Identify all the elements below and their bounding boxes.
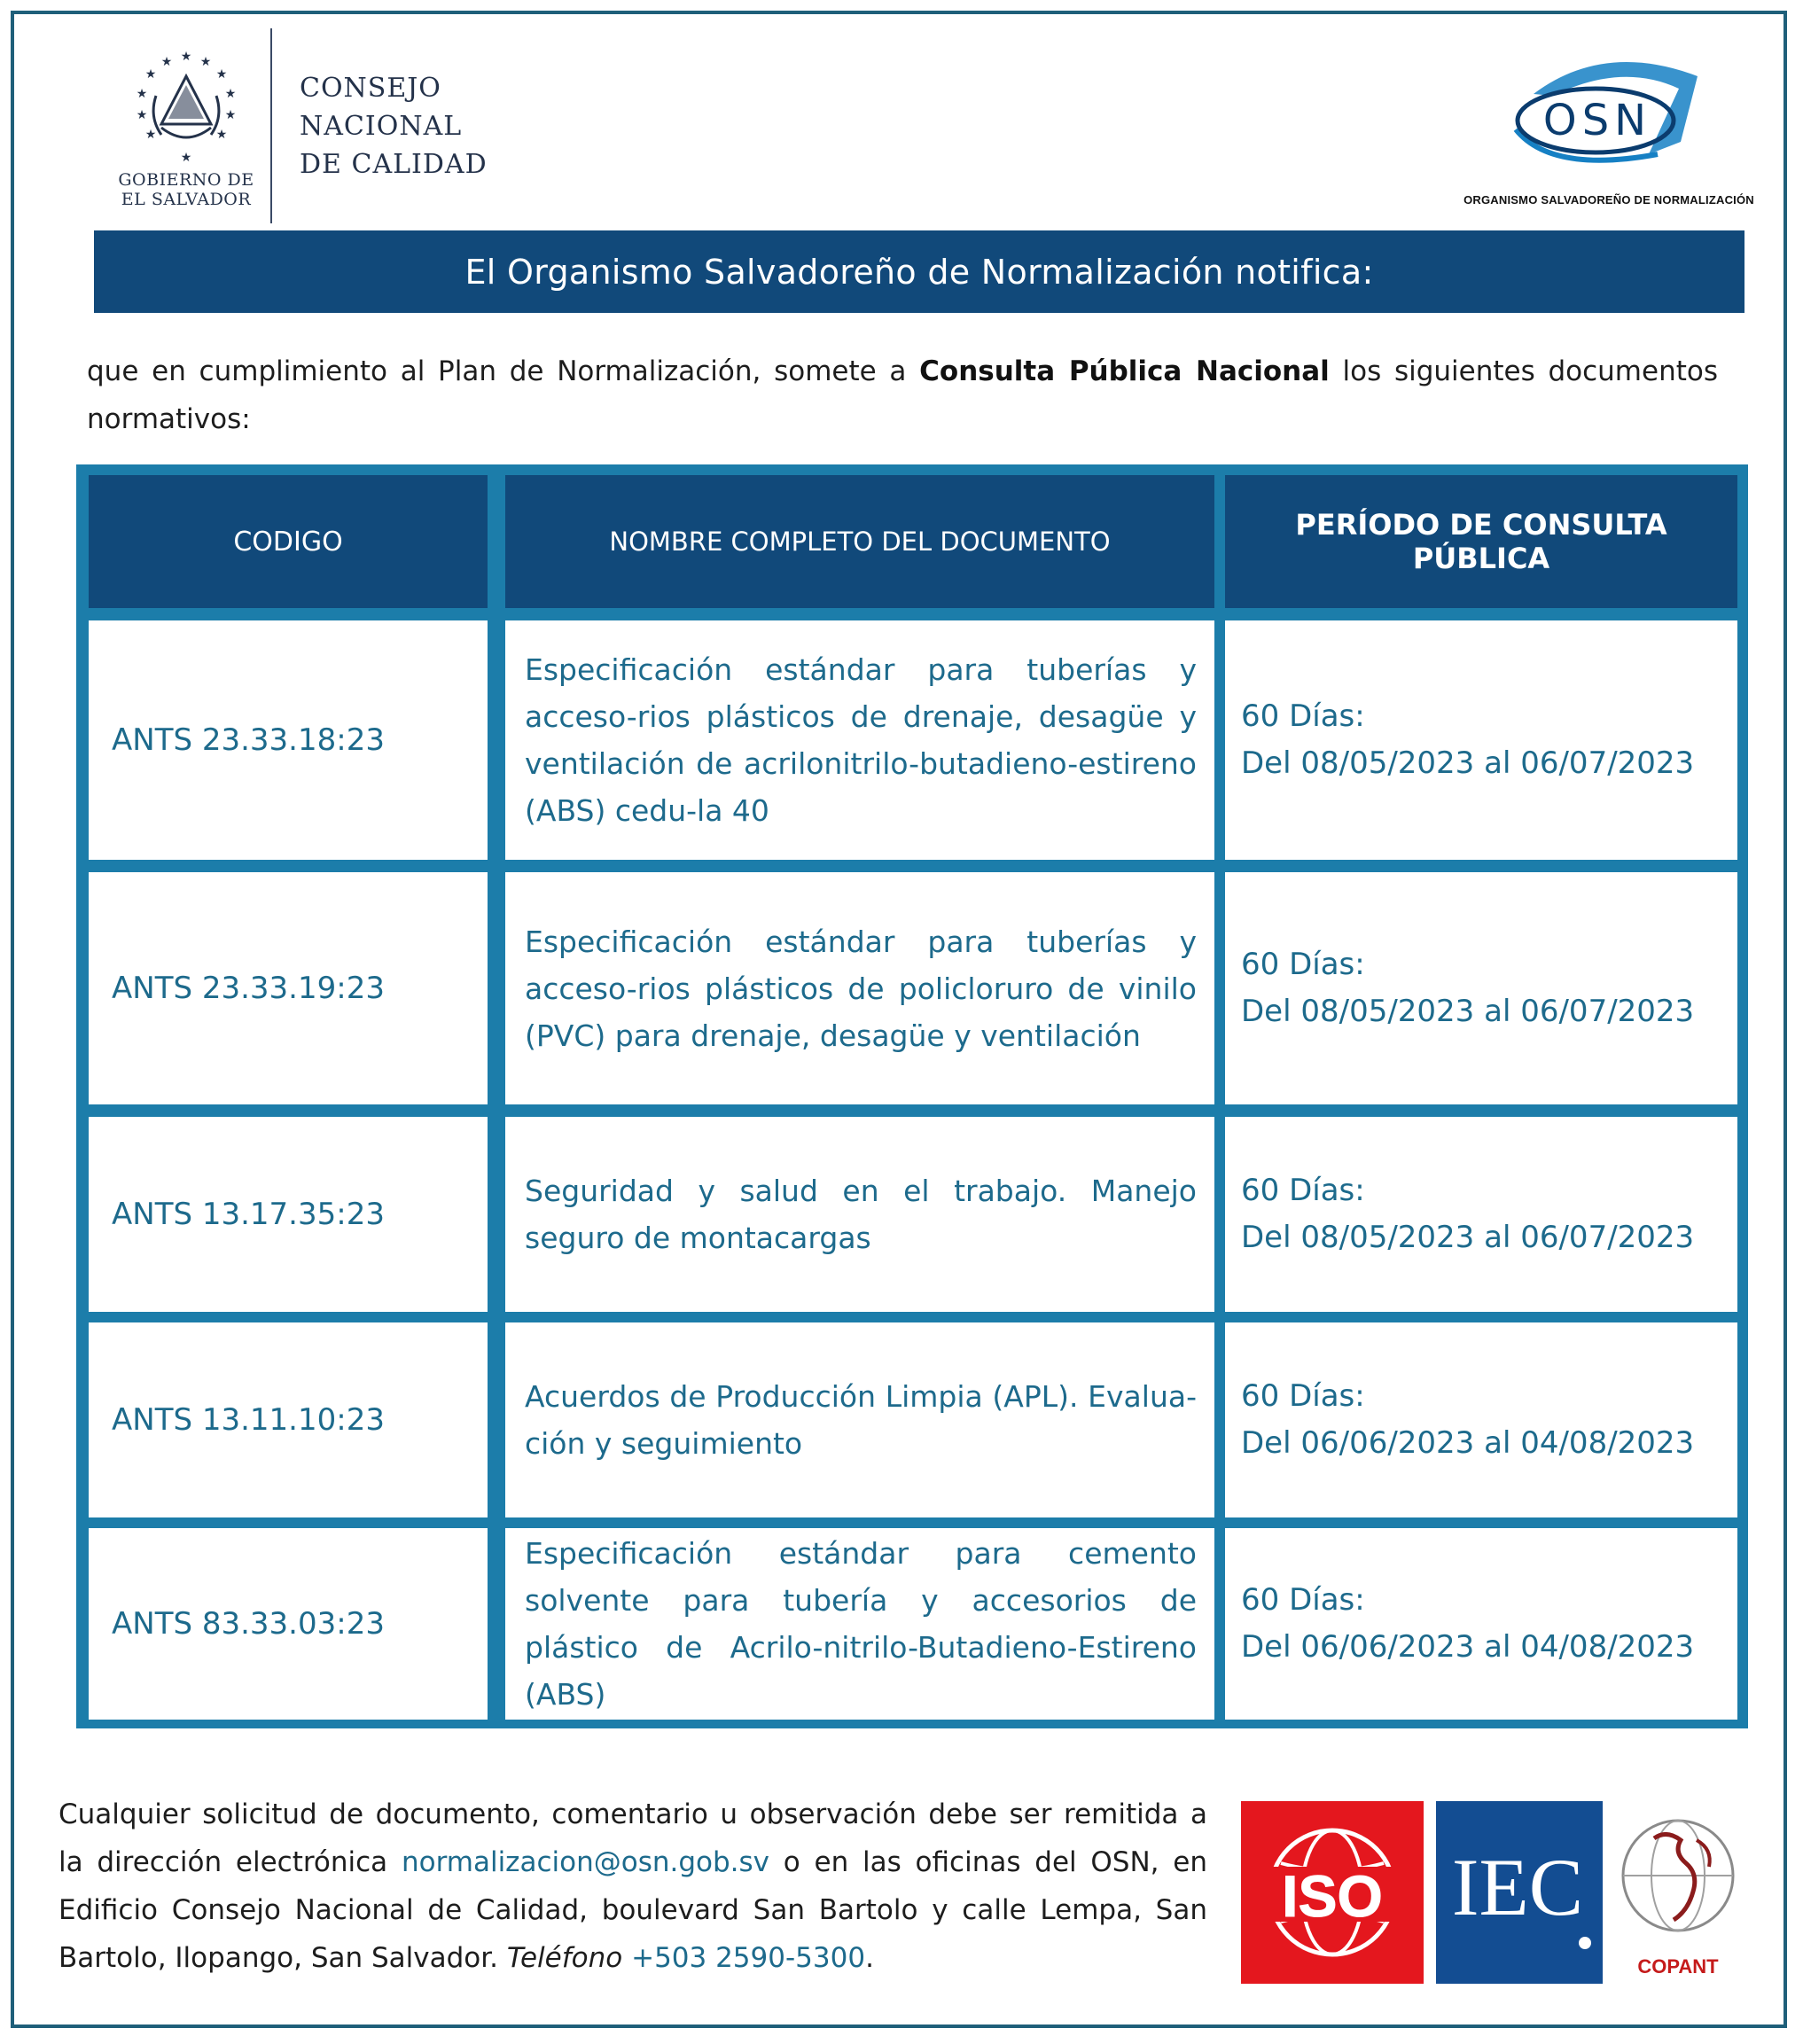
intro-bold: Consulta Pública Nacional [919, 355, 1330, 387]
row-4-period-range: Del 06/06/2023 al 04/08/2023 [1241, 1425, 1695, 1461]
svg-text:★: ★ [180, 50, 192, 64]
svg-text:★: ★ [136, 87, 148, 101]
svg-text:★: ★ [199, 55, 212, 69]
iec-text: IEC [1451, 1842, 1584, 1932]
notification-banner: El Organismo Salvadoreño de Normalización notifica: [94, 230, 1744, 313]
row-1-code: ANTS 23.33.18:23 [89, 620, 488, 860]
contact-text-2: o en las oficinas del OSN, en Edificio Consejo Nacional de Calidad, boulevard San Bartolo y calle Lempa, San Bartolo, Ilopango, San Salvador. [59, 1846, 1208, 1974]
intro-paragraph [87, 347, 1718, 443]
phone-label: Teléfono [506, 1942, 623, 1974]
copant-text: COPANT [1637, 1955, 1719, 1978]
iso-logo [1241, 1801, 1424, 1984]
row-3-period-days: 60 Días: [1241, 1173, 1365, 1208]
row-1-period [1225, 620, 1737, 860]
row-3-name: Seguridad y salud en el trabajo. Manejo seguro de montacargas [505, 1117, 1214, 1312]
intro-text-2: los siguientes documentos normativos: [87, 355, 1718, 435]
contact-paragraph [59, 1790, 1207, 1982]
council-name-line3: DE CALIDAD [300, 149, 488, 180]
row-1-name: Especificación estándar para tuberías y acceso-rios plásticos de drenaje, desagüe y ventilación de acrilonitrilo-butadieno-estireno (ABS) cedu-la 40 [505, 620, 1214, 860]
email-link[interactable]: normalizacion@osn.gob.sv [401, 1846, 770, 1878]
osn-logo [1498, 50, 1720, 183]
documents-table [76, 464, 1748, 1728]
gov-caption: GOBIERNO DE EL SALVADOR [118, 170, 254, 209]
copant-logo [1612, 1799, 1744, 1985]
row-2-period-days: 60 Días: [1241, 947, 1365, 982]
row-5-period [1225, 1528, 1737, 1720]
council-name-line2: NACIONAL [300, 111, 463, 142]
iso-text: ISO [1282, 1863, 1383, 1929]
svg-text:★: ★ [215, 67, 228, 82]
council-name-line1: CONSEJO [300, 73, 441, 104]
row-5-name: Especificación estándar para cemento solvente para tubería y accesorios de plástico de Acrilo-nitrilo-Butadieno-Estireno (ABS) [505, 1528, 1214, 1720]
svg-text:★: ★ [144, 128, 157, 142]
contact-text-1: Cualquier solicitud de documento, comentario u observación debe ser remitida a la dirección electrónica [59, 1798, 1207, 1878]
row-2-code: ANTS 23.33.19:23 [89, 872, 488, 1104]
column-header-period: PERÍODO DE CONSULTA PÚBLICA [1225, 475, 1737, 608]
row-5-period-range: Del 06/06/2023 al 04/08/2023 [1241, 1629, 1695, 1665]
column-header-name: NOMBRE COMPLETO DEL DOCUMENTO [505, 475, 1214, 608]
header-divider [270, 28, 272, 223]
svg-text:★: ★ [136, 108, 148, 122]
intro-text-1: que en cumplimiento al Plan de Normalización, somete a [87, 355, 920, 387]
svg-text:★: ★ [224, 108, 237, 122]
row-5-code: ANTS 83.33.03:23 [89, 1528, 488, 1720]
row-1-period-days: 60 Días: [1241, 698, 1365, 734]
svg-text:★: ★ [224, 87, 237, 101]
svg-text:★: ★ [215, 128, 228, 142]
council-name [300, 69, 488, 183]
osn-logo-text: OSN [1542, 96, 1652, 145]
svg-text:★: ★ [160, 55, 173, 69]
iec-dot [1579, 1937, 1591, 1949]
row-4-code: ANTS 13.11.10:23 [89, 1322, 488, 1517]
row-4-name: Acuerdos de Producción Limpia (APL). Evalua-ción y seguimiento [505, 1322, 1214, 1517]
column-header-code: CODIGO [89, 475, 488, 608]
iso-globe-icon [1241, 1801, 1424, 1984]
phone-number: +503 2590-5300 [622, 1942, 866, 1974]
row-1-period-range: Del 08/05/2023 al 06/07/2023 [1241, 745, 1695, 781]
osn-caption: ORGANISMO SALVADOREÑO DE NORMALIZACIÓN [1463, 193, 1754, 207]
row-2-period-range: Del 08/05/2023 al 06/07/2023 [1241, 994, 1695, 1029]
contact-end: . [865, 1942, 874, 1974]
row-2-period [1225, 872, 1737, 1104]
row-3-period-range: Del 08/05/2023 al 06/07/2023 [1241, 1220, 1695, 1255]
row-5-period-days: 60 Días: [1241, 1582, 1365, 1618]
svg-text:★: ★ [144, 67, 157, 82]
iec-logo [1436, 1801, 1603, 1984]
row-4-period-days: 60 Días: [1241, 1378, 1365, 1414]
svg-text:★: ★ [180, 151, 192, 165]
row-3-code: ANTS 13.17.35:23 [89, 1117, 488, 1312]
row-4-period [1225, 1322, 1737, 1517]
row-2-name: Especificación estándar para tuberías y acceso-rios plásticos de policloruro de vinilo (PVC) para drenaje, desagüe y ventilación [505, 872, 1214, 1104]
row-3-period [1225, 1117, 1737, 1312]
